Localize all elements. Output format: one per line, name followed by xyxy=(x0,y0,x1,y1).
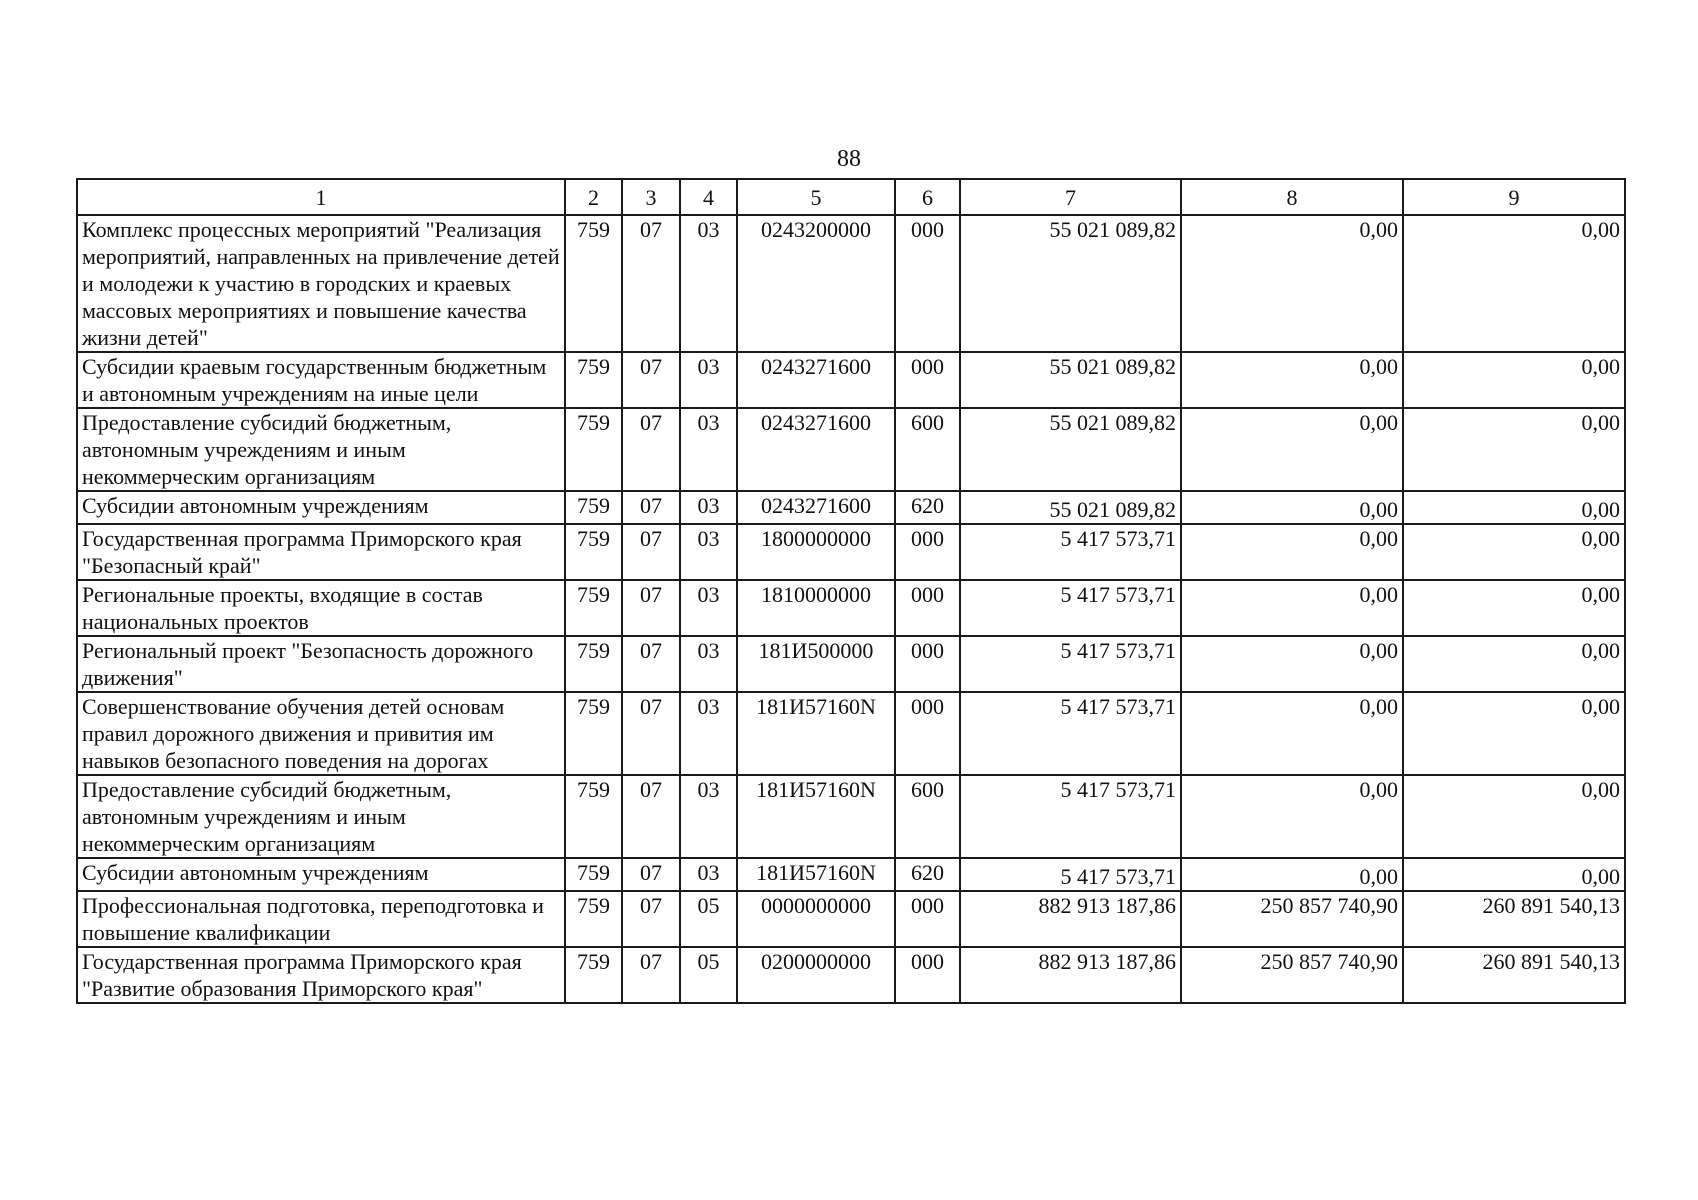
code-cell: 03 xyxy=(680,491,737,524)
table-row xyxy=(77,891,1625,947)
code-cell: 759 xyxy=(565,775,622,858)
code-cell: 07 xyxy=(622,947,680,1003)
amount-cell: 5 417 573,71 xyxy=(960,580,1181,636)
table-body xyxy=(77,215,1625,1003)
code-cell: 07 xyxy=(622,580,680,636)
column-header: 8 xyxy=(1181,179,1403,215)
table-row xyxy=(77,692,1625,775)
table-row xyxy=(77,408,1625,491)
amount-cell: 0,00 xyxy=(1403,692,1625,775)
code-cell: 181И500000 xyxy=(737,636,895,692)
code-cell: 0000000000 xyxy=(737,891,895,947)
code-cell: 181И57160N xyxy=(737,775,895,858)
code-cell: 759 xyxy=(565,491,622,524)
amount-cell: 250 857 740,90 xyxy=(1181,891,1403,947)
amount-cell: 55 021 089,82 xyxy=(960,352,1181,408)
code-cell: 03 xyxy=(680,858,737,891)
amount-cell: 55 021 089,82 xyxy=(960,491,1181,524)
column-header: 3 xyxy=(622,179,680,215)
row-name-cell: Комплекс процессных мероприятий "Реализация мероприятий, направленных на привлечение детей и молодежи к участию в городских и краевых массовых мероприятиях и повышение качества жизни детей" xyxy=(77,215,565,352)
code-cell: 759 xyxy=(565,524,622,580)
amount-cell: 0,00 xyxy=(1181,215,1403,352)
table-row xyxy=(77,580,1625,636)
amount-cell: 5 417 573,71 xyxy=(960,858,1181,891)
code-cell: 620 xyxy=(895,858,960,891)
column-header: 5 xyxy=(737,179,895,215)
code-cell: 07 xyxy=(622,524,680,580)
code-cell: 600 xyxy=(895,408,960,491)
column-header: 6 xyxy=(895,179,960,215)
code-cell: 620 xyxy=(895,491,960,524)
code-cell: 759 xyxy=(565,692,622,775)
amount-cell: 0,00 xyxy=(1403,858,1625,891)
code-cell: 000 xyxy=(895,947,960,1003)
amount-cell: 5 417 573,71 xyxy=(960,524,1181,580)
code-cell: 759 xyxy=(565,215,622,352)
code-cell: 03 xyxy=(680,408,737,491)
code-cell: 07 xyxy=(622,408,680,491)
amount-cell: 260 891 540,13 xyxy=(1403,891,1625,947)
column-header: 2 xyxy=(565,179,622,215)
code-cell: 000 xyxy=(895,692,960,775)
code-cell: 1800000000 xyxy=(737,524,895,580)
row-name-cell: Субсидии краевым государственным бюджетным и автономным учреждениям на иные цели xyxy=(77,352,565,408)
row-name-cell: Региональные проекты, входящие в состав национальных проектов xyxy=(77,580,565,636)
amount-cell: 55 021 089,82 xyxy=(960,408,1181,491)
column-header: 1 xyxy=(77,179,565,215)
code-cell: 000 xyxy=(895,524,960,580)
row-name-cell: Субсидии автономным учреждениям xyxy=(77,491,565,524)
amount-cell: 5 417 573,71 xyxy=(960,775,1181,858)
code-cell: 000 xyxy=(895,891,960,947)
code-cell: 07 xyxy=(622,215,680,352)
amount-cell: 5 417 573,71 xyxy=(960,636,1181,692)
row-name-cell: Совершенствование обучения детей основам правил дорожного движения и привития им навыков безопасного поведения на дорогах xyxy=(77,692,565,775)
table-row xyxy=(77,215,1625,352)
row-name-cell: Государственная программа Приморского края "Развитие образования Приморского края" xyxy=(77,947,565,1003)
amount-cell: 0,00 xyxy=(1181,524,1403,580)
amount-cell: 5 417 573,71 xyxy=(960,692,1181,775)
code-cell: 0243271600 xyxy=(737,352,895,408)
amount-cell: 0,00 xyxy=(1403,775,1625,858)
amount-cell: 55 021 089,82 xyxy=(960,215,1181,352)
budget-table xyxy=(76,178,1626,1004)
table-row xyxy=(77,352,1625,408)
code-cell: 759 xyxy=(565,947,622,1003)
code-cell: 759 xyxy=(565,891,622,947)
code-cell: 03 xyxy=(680,352,737,408)
code-cell: 05 xyxy=(680,891,737,947)
code-cell: 03 xyxy=(680,692,737,775)
amount-cell: 0,00 xyxy=(1181,636,1403,692)
code-cell: 0243271600 xyxy=(737,408,895,491)
code-cell: 0243200000 xyxy=(737,215,895,352)
code-cell: 03 xyxy=(680,775,737,858)
table-row xyxy=(77,524,1625,580)
amount-cell: 0,00 xyxy=(1403,580,1625,636)
row-name-cell: Профессиональная подготовка, переподготовка и повышение квалификации xyxy=(77,891,565,947)
code-cell: 759 xyxy=(565,636,622,692)
column-header: 7 xyxy=(960,179,1181,215)
column-header: 4 xyxy=(680,179,737,215)
code-cell: 07 xyxy=(622,636,680,692)
code-cell: 07 xyxy=(622,491,680,524)
row-name-cell: Субсидии автономным учреждениям xyxy=(77,858,565,891)
amount-cell: 0,00 xyxy=(1403,215,1625,352)
amount-cell: 0,00 xyxy=(1403,491,1625,524)
code-cell: 000 xyxy=(895,352,960,408)
code-cell: 03 xyxy=(680,636,737,692)
code-cell: 759 xyxy=(565,352,622,408)
amount-cell: 0,00 xyxy=(1181,775,1403,858)
code-cell: 000 xyxy=(895,636,960,692)
code-cell: 600 xyxy=(895,775,960,858)
code-cell: 03 xyxy=(680,524,737,580)
code-cell: 000 xyxy=(895,580,960,636)
code-cell: 03 xyxy=(680,215,737,352)
code-cell: 1810000000 xyxy=(737,580,895,636)
amount-cell: 250 857 740,90 xyxy=(1181,947,1403,1003)
amount-cell: 260 891 540,13 xyxy=(1403,947,1625,1003)
table-row xyxy=(77,858,1625,891)
amount-cell: 0,00 xyxy=(1403,636,1625,692)
code-cell: 07 xyxy=(622,692,680,775)
amount-cell: 0,00 xyxy=(1181,408,1403,491)
column-header: 9 xyxy=(1403,179,1625,215)
code-cell: 0243271600 xyxy=(737,491,895,524)
row-name-cell: Государственная программа Приморского края "Безопасный край" xyxy=(77,524,565,580)
code-cell: 000 xyxy=(895,215,960,352)
code-cell: 759 xyxy=(565,408,622,491)
code-cell: 759 xyxy=(565,858,622,891)
code-cell: 07 xyxy=(622,891,680,947)
table-row xyxy=(77,491,1625,524)
amount-cell: 0,00 xyxy=(1403,352,1625,408)
row-name-cell: Предоставление субсидий бюджетным, автономным учреждениям и иным некоммерческим организациям xyxy=(77,408,565,491)
table-row xyxy=(77,775,1625,858)
row-name-cell: Региональный проект "Безопасность дорожного движения" xyxy=(77,636,565,692)
code-cell: 07 xyxy=(622,352,680,408)
table-row xyxy=(77,636,1625,692)
table-row xyxy=(77,947,1625,1003)
code-cell: 181И57160N xyxy=(737,692,895,775)
code-cell: 0200000000 xyxy=(737,947,895,1003)
code-cell: 759 xyxy=(565,580,622,636)
code-cell: 07 xyxy=(622,775,680,858)
code-cell: 07 xyxy=(622,858,680,891)
column-number-row xyxy=(77,179,1625,215)
amount-cell: 0,00 xyxy=(1181,858,1403,891)
amount-cell: 0,00 xyxy=(1181,580,1403,636)
code-cell: 181И57160N xyxy=(737,858,895,891)
amount-cell: 882 913 187,86 xyxy=(960,891,1181,947)
amount-cell: 882 913 187,86 xyxy=(960,947,1181,1003)
amount-cell: 0,00 xyxy=(1403,524,1625,580)
amount-cell: 0,00 xyxy=(1403,408,1625,491)
page-number: 88 xyxy=(837,146,861,172)
code-cell: 03 xyxy=(680,580,737,636)
code-cell: 05 xyxy=(680,947,737,1003)
amount-cell: 0,00 xyxy=(1181,491,1403,524)
row-name-cell: Предоставление субсидий бюджетным, автономным учреждениям и иным некоммерческим организациям xyxy=(77,775,565,858)
amount-cell: 0,00 xyxy=(1181,352,1403,408)
amount-cell: 0,00 xyxy=(1181,692,1403,775)
